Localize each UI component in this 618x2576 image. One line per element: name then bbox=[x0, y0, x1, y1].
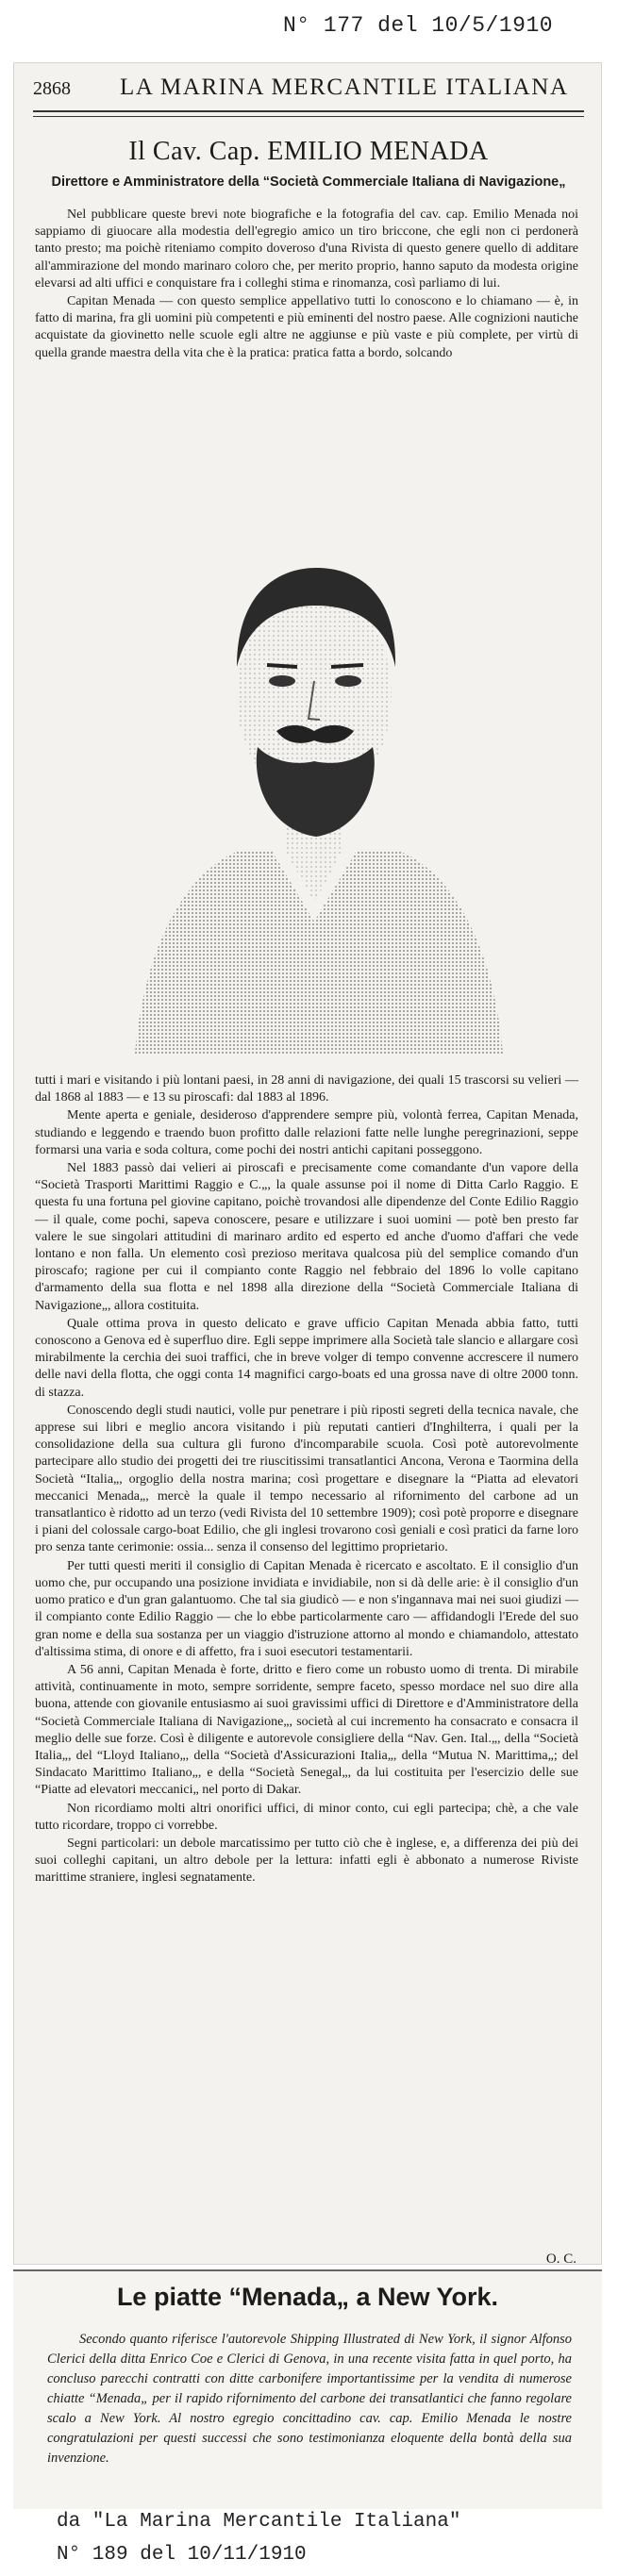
paragraph: Segni particolari: un debole marcatissimo per tutto ciò che è inglese, e, a differenza dei più dei suoi colleghi capitani, un altro debole per la lettura: infatti egli è abbonato a numerose Riviste marittime straniere, inglesi segnatamente. bbox=[35, 1836, 578, 1886]
news-clipping bbox=[13, 2269, 602, 2509]
page-number: 2868 bbox=[33, 78, 71, 99]
article-subtitle: Direttore e Amministratore della “Società Commerciale Italiana di Navigazione„ bbox=[51, 175, 566, 190]
paragraph: Conoscendo degli studi nautici, volle pur penetrare i più riposti segreti della tecnica navale, che apprese sui libri e meglio ancora visitando i più reputati cantieri d'Inghilterra, i quali per la consolidazione della sua cultura gli furono d'incomparabile scuola. Così potè autorevolmente partecipare allo studio dei progetti dei tre riuscitissimi transatlantici Ancona, Verona e Taormina della Società “Italia„, orgoglio della nostra marina; così progettare e disegnare la “Piatta ad elevatori meccanici Menada„, mercè la quale il tempo necessario al rifornimento del carbone ad un transatlantico è ridotto ad un terzo (vedi Rivista del 10 settembre 1909); così potè proporre e disegnare i piani del colossale cargo-boat Edilio, che gli inglesi trovarono così geniali e così pratici da farne loro pro senza tante cerimonie: ossia... senza il consenso del legittimo proprietario. bbox=[35, 1403, 578, 1555]
paragraph: Capitan Menada — con questo semplice appellativo tutti lo conoscono e lo chiamano — è, in fatto di marina, fra gli uomini più competenti e più eminenti del nostro paese. Alle cognizioni nautiche acquistate da giovinetto nelle scuole egli altre ne aggiunse e più vaste e più complete, per virtù di quella grande maestra della vita che è la pratica: pratica fatta a bordo, solcando bbox=[35, 294, 578, 360]
paragraph: Quale ottima prova in questo delicato e grave ufficio Capitan Menada abbia fatto, tutti conoscono a Genova ed è superfluo dire. Egli seppe imprimere alla Società tale slancio e allargare così mirabilmente la cerchia dei suoi traffici, che in breve volger di tempo convenne accrescere il numero delle navi della flotta, che oggi conta 14 magnifici cargo-boats ed una grossa nave di oltre 2000 tonn. di stazza. bbox=[35, 1316, 578, 1400]
issue-stamp-bottom: N° 189 del 10/11/1910 bbox=[57, 2544, 307, 2566]
header-rule-thin bbox=[33, 116, 584, 117]
masthead: LA MARINA MERCANTILE ITALIANA bbox=[120, 75, 569, 100]
article-title: Il Cav. Cap. EMILIO MENADA bbox=[128, 137, 489, 166]
paragraph: Nel 1883 passò dai velieri ai piroscafi e precisamente come comandante d'un vapore della “Società Trasporti Marittimi Raggio e C.„, la quale assunse poi il nome di Ditta Carlo Raggio. E questa fu una fortuna pel giovine capitano, poichè trovandosi alle dipendenze del Conte Edilio Raggio — il quale, come pochi, sapeva conoscere, pesare e utilizzare i suoi uomini — potè ben presto far valere le sue singolari attitudini di marinaro ardito ed esperto ed anche d'uomo d'affari che vede lontano e non falla. Un elemento così prezioso meritava qualcosa più del semplice comando d'un piroscafo; ragione per cui il compianto conte Raggio nel febbraio del 1896 lo volle capitano d'armamento della sua flotta e nel 1898 alla direzione della “Società Commerciale Italiana di Navigazione„, allora costituita. bbox=[35, 1161, 578, 1313]
paragraph: A 56 anni, Capitan Menada è forte, dritto e fiero come un robusto uomo di trenta. Di mirabile attività, continuamente in moto, sempre sorridente, sempre faceto, spesso mordace nel suo dire alla buona, attende con giovanile entusiasmo ai suoi gravissimi uffici di Direttore e d'Amministratore della “Società Commerciale Italiana di Navigazione„, società al cui incremento ha consacrato e consacra il meglio delle sue forze. Così è diligente e autorevole consigliere della “Nav. Gen. Ital.„, della “Società Italia„, del “Lloyd Italiano„, della “Società d'Assicurazioni Italia„, della “Mutua N. Marittima„; del Sindacato Marittimo Italiano„, e della “Società Senegal„, da lui costituita per l'esercizio delle sue “Piatte ad elevatori meccanici„ nel porto di Dakar. bbox=[35, 1662, 578, 1798]
source-note: da "La Marina Mercantile Italiana" bbox=[57, 2511, 461, 2533]
paragraph: tutti i mari e visitando i più lontani paesi, in 28 anni di navigazione, dei quali 15 trascorsi su velieri — dal 1868 al 1883 — e 13 su piroscafi: dal 1883 al 1896. bbox=[35, 1073, 578, 1105]
portrait-photo bbox=[116, 478, 512, 1063]
paragraph: Secondo quanto riferisce l'autorevole Shipping Illustrated di New York, il signor Alfonso Clerici della ditta Enrico Coe e Clerici di Genova, in una recente visita fatta in quel porto, ha concluso parecchi contratti con ditte carbonifere importantissime per la vendita di numerose chiatte “Menada„ per il rapido rifornimento del carbone dei transatlantici che fanno regolare scalo a New York. Al nostro egregio concittadino cav. cap. Emilio Menada le nostre congratulazioni per questi successi che sono testimonianza eloquente della bontà della sua invenzione. bbox=[47, 2332, 572, 2466]
header-rule bbox=[33, 110, 584, 112]
news-title: Le piatte “Menada„ a New York. bbox=[116, 2283, 499, 2311]
paragraph: Mente aperta e geniale, desideroso d'apprendere sempre più, volontà ferrea, Capitan Menada, studiando e leggendo e traendo buon profitto dalle relazioni fatte nelle lunghe peregrinazioni, seppe formarsi una varia e soda coltura, come pochi dei nostri antichi capitani posseggono. bbox=[35, 1108, 578, 1157]
page-header bbox=[33, 75, 588, 103]
article-body bbox=[35, 1072, 578, 1887]
article-signature: O. C. bbox=[545, 2252, 576, 2267]
article-intro bbox=[35, 207, 578, 362]
news-body bbox=[47, 2330, 572, 2468]
paragraph: Per tutti questi meriti il consiglio di Capitan Menada è ricercato e ascoltato. E il consiglio d'un uomo che, pur occupando una posizione invidiata e invidiabile, non si dà delle arie: è il consiglio d'un uomo pratico e d'un gran galantuomo. Che tal sia giudicò — e non s'ingannava mai nei suoi giudizi — il compianto conte Edilio Raggio — che lo ebbe particolarmente caro — affidandogli l'Erede del suo gran nome e della sua sostanza per un viaggio d'istruzione attorno al mondo e chiamandolo, attestato d'altissima stima, di onore e di affetto, fra i suoi esecutori testamentarii. bbox=[35, 1558, 578, 1659]
issue-stamp-top: N° 177 del 10/5/1910 bbox=[283, 13, 554, 38]
paragraph: Nel pubblicare queste brevi note biografiche e la fotografia del cav. cap. Emilio Menada noi sappiamo di giuocare alla modestia dell'egregio amico un tiro briccone, che egli non ci perdonerà tanto presto; ma poichè riteniamo compito doveroso d'una Rivista di questo genere quello di additare all'ammirazione del mondo marinaro coloro che, per merito proprio, hanno saputo da modesta origine elevarsi ad alti uffici e conquistare fra i colleghi stima e rinomanza, così parliamo di lui. bbox=[35, 208, 578, 291]
newspaper-clipping bbox=[13, 62, 602, 2265]
paragraph: Non ricordiamo molti altri onorifici uffici, di minor conto, cui egli partecipa; chè, a che vale tutto ricordare, troppo ci vorrebbe. bbox=[35, 1801, 578, 1833]
